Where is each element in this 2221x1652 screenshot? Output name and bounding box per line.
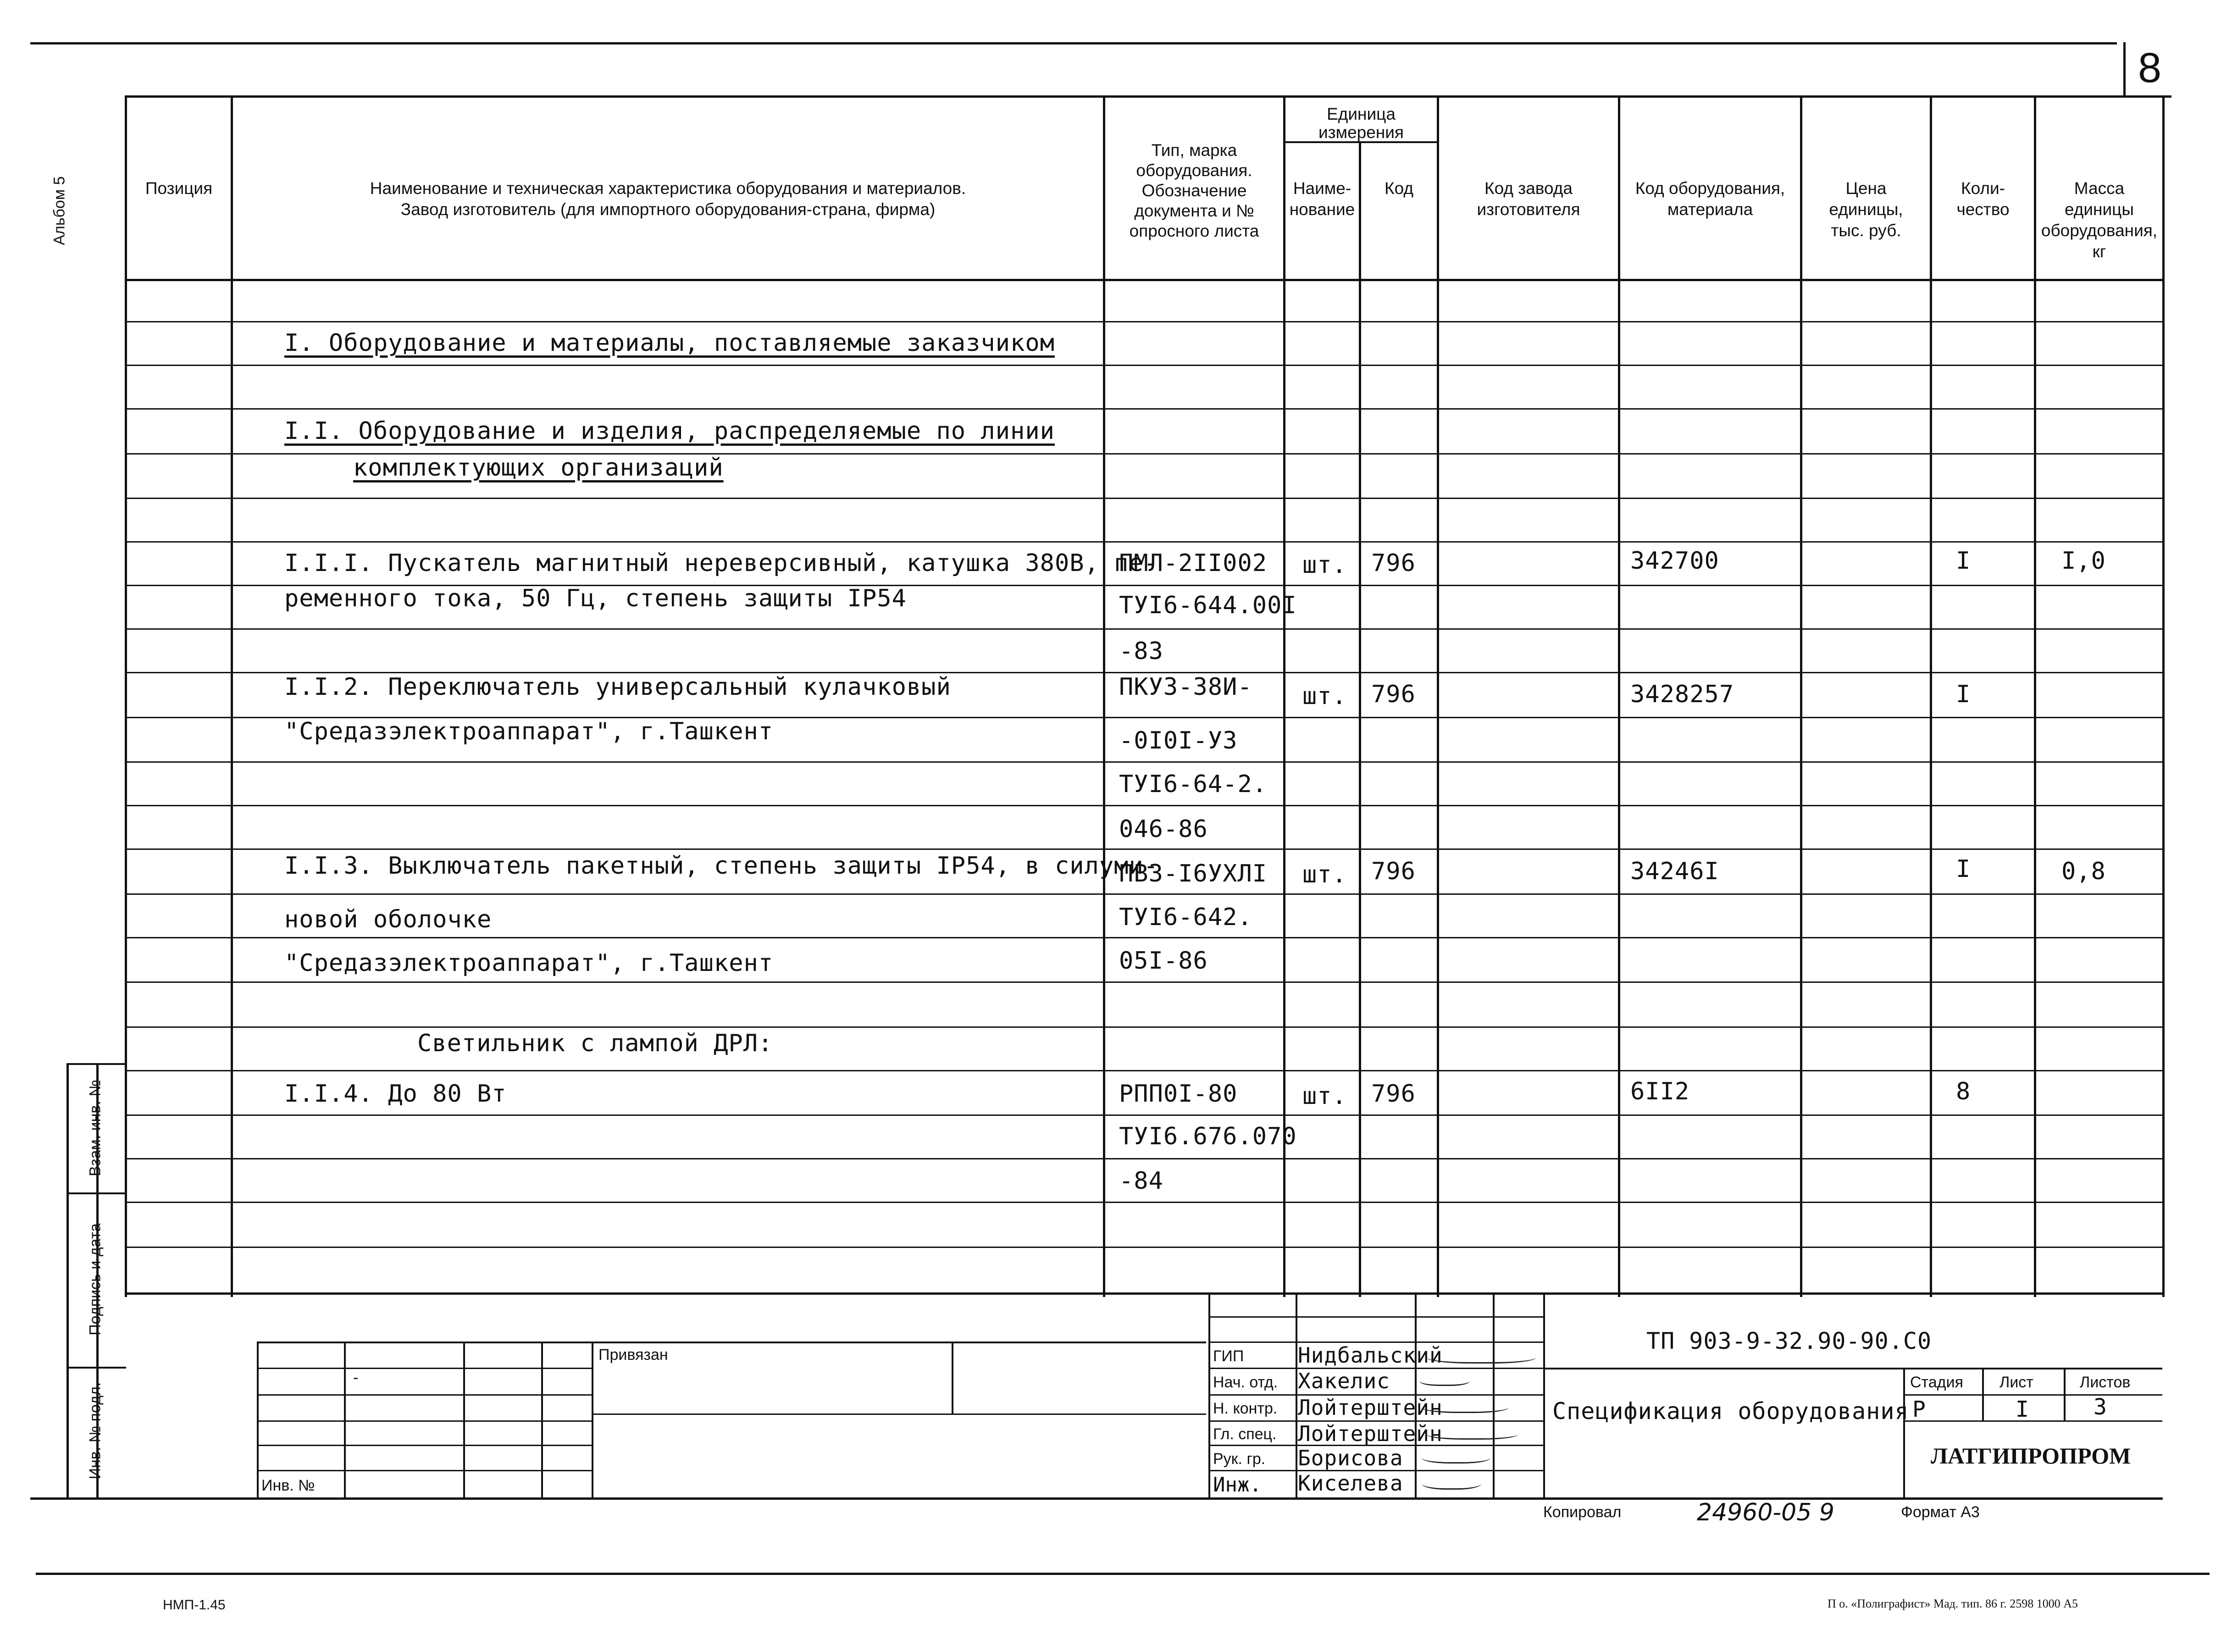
sheets-value: 3 (2094, 1394, 2107, 1420)
item-4-name: I.I.4. До 80 Вт (284, 1080, 507, 1108)
name-inzh: Киселева (1298, 1471, 1403, 1496)
sheet-value: I (2016, 1397, 2029, 1422)
item-4-code: 796 (1371, 1080, 1416, 1108)
signature-5 (1422, 1449, 1490, 1464)
lamp-group-title: Светильник с лампой ДРЛ: (417, 1030, 773, 1057)
name-gl-spec: Лойтерштейн (1298, 1421, 1443, 1446)
header-unit: Единица (1327, 105, 1396, 123)
sheet-label: Лист (1999, 1374, 2033, 1391)
sheet-number: 8 (2138, 44, 2162, 91)
footer-right: П о. «Полиграфист» Мад. тип. 86 г. 2598 1000 А5 (1828, 1597, 2078, 1610)
header-equipment-code: Код оборудования, (1635, 179, 1785, 198)
role-inzh: Инж. (1213, 1473, 1262, 1497)
header-position: Позиция (145, 179, 213, 198)
section-1-1-title-cont: комплектующих организаций (353, 454, 724, 482)
organization-name: ЛАТГИПРОПРОМ (1931, 1443, 2131, 1469)
item-2-qty: I (1956, 681, 1971, 708)
item-2-type: ПКУ3-38И- (1119, 673, 1252, 701)
item-1-eqcode: 342700 (1630, 547, 1719, 575)
inv-podl-label: Инв. № подл. (86, 1382, 104, 1480)
item-1-code: 796 (1371, 549, 1416, 577)
item-3-qty: I (1956, 855, 1971, 883)
copied-label: Копировал (1543, 1503, 1622, 1521)
item-2-code: 796 (1371, 681, 1416, 708)
item-1-mass: I,0 (2061, 547, 2106, 575)
role-gl-spec: Гл. спец. (1213, 1425, 1277, 1443)
item-4-unit: шт. (1302, 1082, 1347, 1110)
item-1-unit: шт. (1302, 551, 1347, 579)
item-2-name: I.I.2. Переключатель универсальный кулачковый (284, 673, 951, 701)
item-1-qty: I (1956, 547, 1971, 575)
footer-left: НМП-1.45 (163, 1597, 226, 1613)
vzam-inv-label: Взам. инв. № (86, 1080, 104, 1176)
signature-6 (1422, 1475, 1481, 1490)
item-2-unit: шт. (1302, 682, 1347, 710)
signature-1 (1426, 1348, 1536, 1364)
item-4-type: РПП0I-80 (1119, 1080, 1238, 1108)
signature-3 (1422, 1399, 1509, 1413)
name-nach-otd: Хакелис (1298, 1369, 1390, 1393)
signature-2 (1419, 1374, 1470, 1386)
header-quantity: Коли- (1961, 179, 2005, 198)
table-top (125, 95, 2162, 98)
sheets-label: Листов (2080, 1374, 2131, 1391)
name-n-kontr: Лойтерштейн (1298, 1395, 1443, 1420)
sign-date-label: Подпись и дата (86, 1223, 104, 1336)
name-ruk-gr: Борисова (1298, 1446, 1403, 1470)
header-name-line1: Наименование и техническая характеристика оборудования и материалов. (370, 179, 966, 198)
item-3-name: I.I.3. Выключатель пакетный, степень защиты IP54, в силуми- (284, 852, 1159, 880)
header-plant-code: Код завода (1484, 179, 1573, 198)
item-1-type: ПМЛ-2II002 (1119, 549, 1268, 577)
header-unit-name: Наиме- (1293, 179, 1351, 198)
role-nach-otd: Нач. отд. (1213, 1374, 1278, 1391)
item-3-mass: 0,8 (2061, 858, 2106, 885)
bottom-rule (36, 1573, 2210, 1575)
header-price: Цена (1845, 179, 1887, 198)
item-3-type: ПВ3-I6УХЛI (1119, 860, 1268, 887)
inv-no-label: Инв. № (261, 1477, 315, 1494)
item-3-unit: шт. (1302, 861, 1347, 888)
document-code: ТП 903-9-32.90-90.С0 (1646, 1328, 1932, 1354)
item-4-qty: 8 (1956, 1078, 1971, 1105)
name-gip: Нидбальский (1298, 1343, 1443, 1368)
stage-label: Стадия (1910, 1374, 1963, 1391)
header-unit-code: Код (1385, 179, 1413, 198)
role-gip: ГИП (1213, 1347, 1244, 1365)
format-label: Формат А3 (1901, 1503, 1980, 1521)
item-2-eqcode: 3428257 (1630, 681, 1734, 708)
item-4-eqcode: 6II2 (1630, 1078, 1690, 1105)
document-title: Спецификация оборудования (1552, 1398, 1909, 1425)
signature-4 (1426, 1426, 1518, 1440)
role-n-kontr: Н. контр. (1213, 1400, 1278, 1417)
header-type-l1: Тип, марка (1151, 141, 1237, 160)
album-label: Альбом 5 (50, 176, 68, 245)
role-ruk-gr: Рук. гр. (1213, 1450, 1266, 1468)
copy-number: 24960-05 9 (1697, 1499, 1834, 1526)
item-1-name: I.I.I. Пускатель магнитный нереверсивный, катушка 380В, пе- (284, 549, 1159, 577)
item-3-code: 796 (1371, 858, 1416, 885)
stage-value: Р (1912, 1397, 1926, 1422)
header-mass: Масса (2074, 179, 2125, 198)
privyazan-label: Привязан (598, 1346, 668, 1364)
section-1-title: I. Оборудование и материалы, поставляемые заказчиком (284, 329, 1055, 357)
section-1-1-title: I.I. Оборудование и изделия, распределяемые по линии (284, 417, 1055, 445)
top-rule (30, 42, 2117, 44)
item-3-eqcode: 34246I (1630, 858, 1719, 885)
header-name-line2: Завод изготовитель (для импортного оборудования-страна, фирма) (400, 200, 936, 219)
